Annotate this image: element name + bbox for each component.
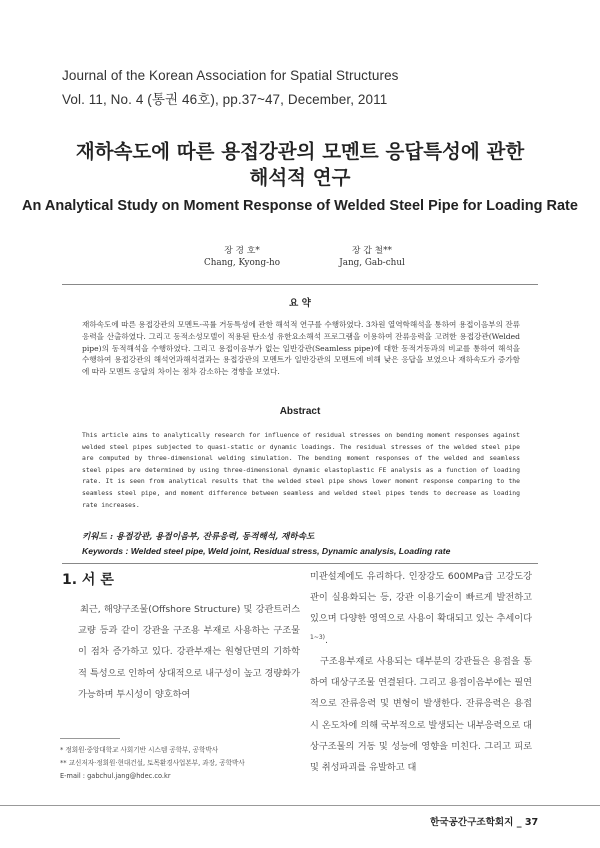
keywords-korean: 키워드 : 용접강관, 용접이음부, 잔류응력, 동적해석, 재하속도 [82, 532, 315, 542]
section-1-heading: 1. 서 론 [62, 572, 114, 588]
intro-right-column-p1 [310, 566, 532, 651]
citation-ref: 1~3) [310, 633, 326, 641]
journal-issue: Vol. 11, No. 4 (통권 46호), pp.37~47, December, 2011 [62, 92, 388, 107]
author1-korean: 장 경 호* [224, 246, 260, 256]
page-footer: 한국공간구조학회지 _ 37 [430, 817, 539, 828]
intro-left-column: 최근, 해양구조물(Offshore Structure) 및 강관트러스 교량 등과 같이 강관을 구조용 부재로 사용하는 구조물이 점차 증가하고 있다. 강관부재는 원형단면의 기하학적 특성으로 인하여 상대적으로 내구성이 높고 경량화가 가능하며 투시성이 양호하여 [78, 604, 300, 700]
footnote-rule [60, 738, 120, 739]
abstract-en-text: This article aims to analytically research for influence of residual stresses on bending moment responses against welded steel pipes subjected to quasi-static or dynamic loadings. The residual stresses of the welded steel pipe are computed by three-dimensional welding simulation. The bending moment responses of the welded and seamless steel pipes are determined by using three-dimensional dynamic elastoplastic FE analysis as a function of loading rate. It is seen from analytical results that the welded steel pipe shows lower moment response comparing to the seamless steel pipe, and moment difference between seamless and welded steel pipes tends to decrease as loading rate increases. [82, 431, 520, 509]
author2-korean: 장 갑 철** [352, 246, 392, 256]
author2-english: Jang, Gab-chul [339, 258, 405, 268]
journal-name: Journal of the Korean Association for Spatial Structures [62, 68, 399, 83]
intro-right-column-p2: 구조용부재로 사용되는 대부분의 강관들은 용접을 통하여 대상구조물 연결된다. 그리고 용접이음부에는 필연적으로 잔류응력 및 변형이 발생한다. 잔류응력은 용접시 온도차에 의해 국부적으로 발생되는 내부응력으로 대상구조물의 거동 및 성능에 영향을 미친다. 그리고 피로 및 취성파괴를 유발하고 대 [310, 656, 532, 774]
intro-right-p1-text: 미관설계에도 유리하다. 인장강도 600MPa급 고강도강관이 실용화되는 등, 강관 이용기술이 빠르게 발전하고 있으며 다양한 영역으로 사용이 확대되고 있는 추세이다 [310, 571, 532, 625]
footnote-author1: * 정회원·중앙대학교 사회기반 시스템 공학부, 공학박사 [60, 746, 219, 754]
footnote-author2: ** 교신저자·정회원·현대건설, 토목환경사업본부, 과장, 공학박사 [60, 759, 245, 767]
footnote-email: E-mail : gabchul.jang@hdec.co.kr [60, 772, 171, 780]
footer-rule [0, 805, 600, 806]
divider-bottom [62, 563, 538, 564]
title-korean-line1: 재하속도에 따른 용접강관의 모멘트 응답특성에 관한 [75, 140, 525, 163]
divider-top [62, 284, 538, 285]
abstract-en-heading: Abstract [279, 406, 321, 417]
title-english: An Analytical Study on Moment Response of Welded Steel Pipe for Loading Rate [22, 198, 578, 214]
abstract-ko-text: 재하속도에 따른 용접강관의 모멘트-곡률 거동특성에 관한 해석적 연구를 수행하였다. 3차원 열역학해석을 통하여 용접이음부의 잔류응력을 산출하였다. 그리고 동적소성모델이 적용된 탄소성 유한요소해석 프로그램을 이용하여 잔류응력을 고려한 용접강관(Welded pipe)의 동적해석을 수행하였다. 그리고 용접이음부가 없는 일반강관(Seamless pipe)에 대한 동적거동과의 비교를 통하여 해석을 수행하여 용접강관의 해석연과해석결과는 용접강관의 모멘트가 일반강관의 모멘트에 비해 낮은 응답을 보였으나 재하속도가 증가함에 따라 모멘트 응답의 차이는 점차 감소하는 경향을 보였다. [82, 320, 520, 377]
keywords-english: Keywords : Welded steel pipe, Weld joint, Residual stress, Dynamic analysis, Loading rate [82, 546, 451, 556]
title-korean-line2: 해석적 연구 [249, 166, 351, 189]
author1-english: Chang, Kyong-ho [203, 258, 281, 268]
abstract-ko-heading: 요 약 [289, 298, 311, 309]
intro-right-p1-end: . [325, 634, 328, 646]
